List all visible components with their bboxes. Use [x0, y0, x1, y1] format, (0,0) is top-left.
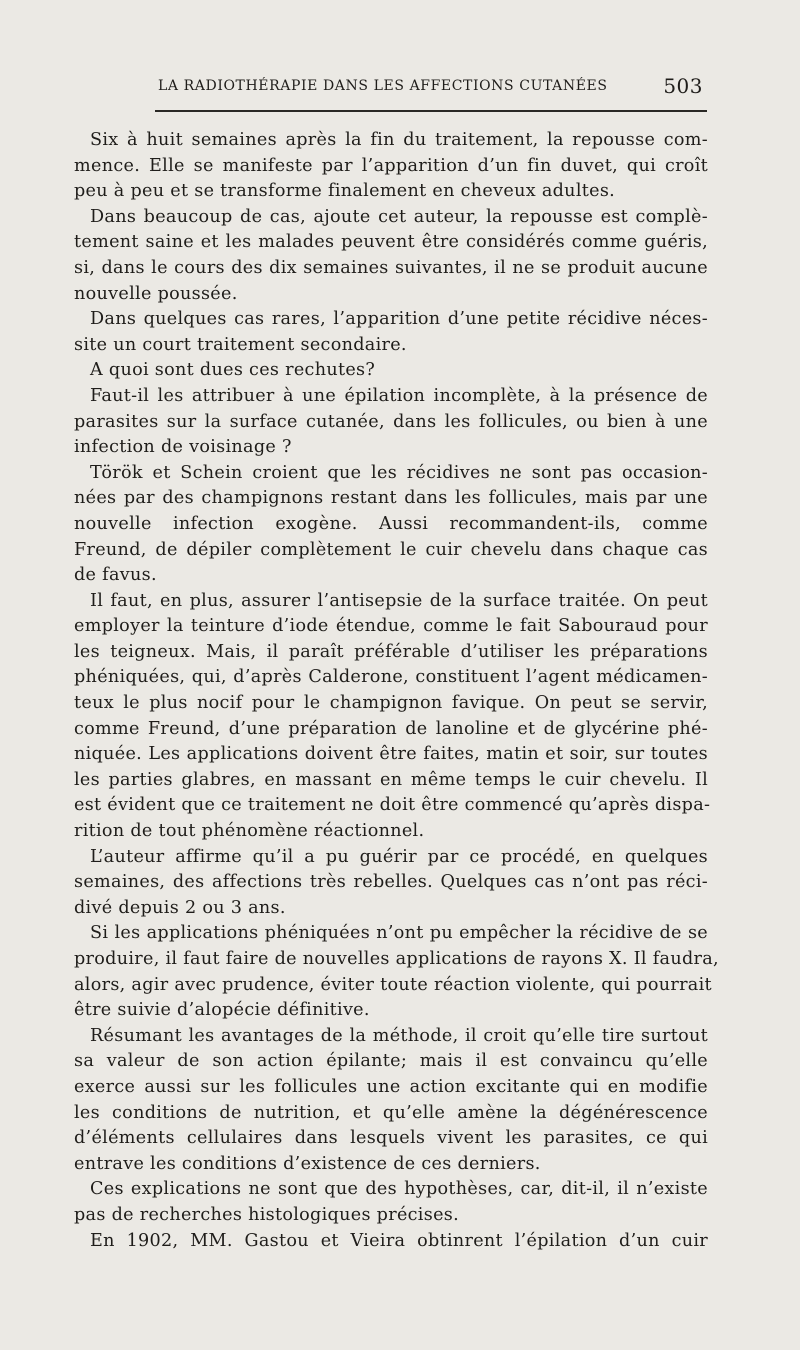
- text-line: les teigneux. Mais, il paraît préférable d’utiliser les préparations: [74, 641, 708, 662]
- text-line: nouvelle infection exogène. Aussi recommandent-ils, comme: [74, 513, 708, 534]
- text-line: entrave les conditions d’existence de ces derniers.: [74, 1153, 541, 1174]
- text-line: Török et Schein croient que les récidives ne sont pas occasion-: [90, 462, 708, 483]
- text-line: nouvelle poussée.: [74, 283, 238, 304]
- text-line: En 1902, MM. Gastou et Vieira obtinrent l’épilation d’un cuir: [90, 1230, 708, 1251]
- page-number: 503: [663, 74, 703, 98]
- running-title: LA RADIOTHÉRAPIE DANS LES AFFECTIONS CUTANÉES: [158, 78, 608, 94]
- text-line: Faut-il les attribuer à une épilation incomplète, à la présence de: [90, 385, 708, 406]
- text-line: sa valeur de son action épilante; mais il est convaincu qu’elle: [74, 1051, 708, 1072]
- text-line: Il faut, en plus, assurer l’antisepsie de la surface traitée. On peut: [90, 590, 708, 611]
- text-line: alors, agir avec prudence, éviter toute réaction violente, qui pourrait: [74, 974, 712, 995]
- text-line: A quoi sont dues ces rechutes?: [90, 360, 376, 381]
- text-line: les parties glabres, en massant en même temps le cuir chevelu. Il: [74, 769, 708, 790]
- text-line: parasites sur la surface cutanée, dans les follicules, ou bien à une: [74, 411, 708, 432]
- text-line: rition de tout phénomène réactionnel.: [74, 821, 425, 842]
- text-line: pas de recherches histologiques précises.: [74, 1204, 459, 1225]
- text-line: exerce aussi sur les follicules une action excitante qui en modifie: [74, 1076, 708, 1097]
- text-line: de favus.: [74, 565, 157, 586]
- text-line: site un court traitement secondaire.: [74, 334, 407, 355]
- body-text: [74, 128, 719, 1254]
- running-head: [158, 74, 703, 100]
- text-line: tement saine et les malades peuvent être considérés comme guéris,: [74, 232, 708, 253]
- text-line: niquée. Les applications doivent être faites, matin et soir, sur toutes: [74, 744, 708, 765]
- text-line: semaines, des affections très rebelles. Quelques cas n’ont pas réci-: [74, 872, 708, 893]
- text-line: phéniquées, qui, d’après Calderone, constituent l’agent médicamen-: [74, 667, 708, 688]
- header-rule: [155, 110, 707, 112]
- text-line: comme Freund, d’une préparation de lanoline et de glycérine phé-: [74, 718, 708, 739]
- text-line: L’auteur affirme qu’il a pu guérir par ce procédé, en quelques: [90, 846, 708, 867]
- text-line: Dans beaucoup de cas, ajoute cet auteur, la repousse est complè-: [90, 206, 708, 227]
- text-line: mence. Elle se manifeste par l’apparition d’un fin duvet, qui croît: [74, 155, 708, 176]
- text-line: Ces explications ne sont que des hypothèses, car, dit-il, il n’existe: [90, 1179, 708, 1200]
- text-line: produire, il faut faire de nouvelles applications de rayons X. Il faudra,: [74, 949, 719, 969]
- text-line: Si les applications phéniquées n’ont pu empêcher la récidive de se: [90, 923, 708, 944]
- text-line: d’éléments cellulaires dans lesquels vivent les parasites, ce qui: [74, 1128, 708, 1149]
- text-line: Six à huit semaines après la fin du traitement, la repousse com-: [90, 130, 708, 150]
- text-line: Dans quelques cas rares, l’apparition d’une petite récidive néces-: [90, 309, 708, 330]
- text-line: employer la teinture d’iode étendue, comme le fait Sabouraud pour: [74, 616, 708, 637]
- text-line: teux le plus nocif pour le champignon favique. On peut se servir,: [74, 693, 708, 714]
- text-line: si, dans le cours des dix semaines suivantes, il ne se produit aucune: [74, 257, 708, 278]
- text-line: Résumant les avantages de la méthode, il croit qu’elle tire surtout: [90, 1025, 708, 1046]
- text-line: infection de voisinage ?: [74, 437, 292, 458]
- text-line: Freund, de dépiler complètement le cuir chevelu dans chaque cas: [74, 539, 708, 560]
- text-line: est évident que ce traitement ne doit être commencé qu’après dispa-: [74, 795, 711, 816]
- text-line: être suivie d’alopécie définitive.: [74, 1000, 370, 1021]
- text-line: les conditions de nutrition, et qu’elle amène la dégénérescence: [74, 1102, 708, 1123]
- text-line: peu à peu et se transforme finalement en cheveux adultes.: [74, 181, 616, 202]
- text-line: divé depuis 2 ou 3 ans.: [74, 897, 286, 918]
- text-line: nées par des champignons restant dans les follicules, mais par une: [74, 488, 708, 509]
